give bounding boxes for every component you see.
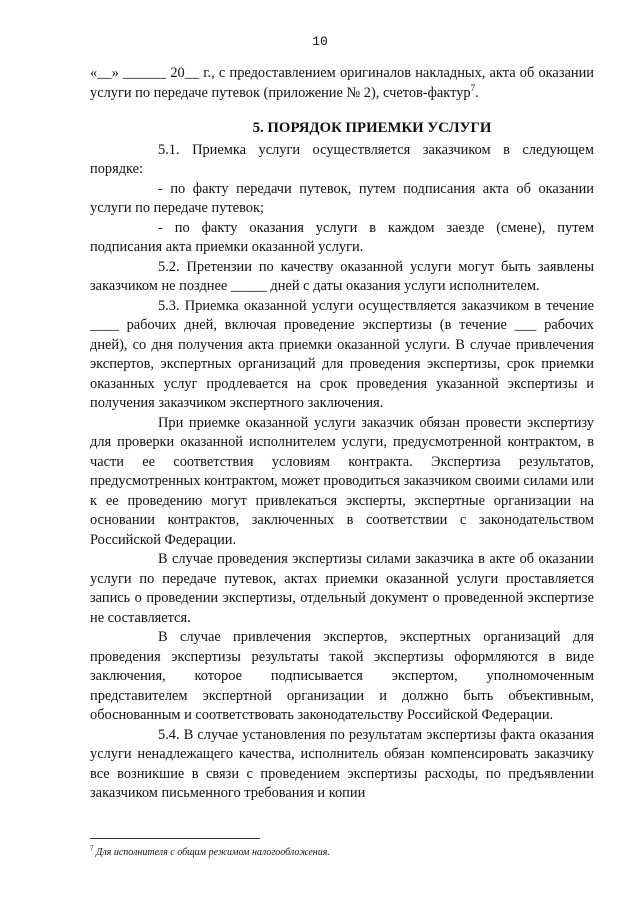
footnote [90,846,594,859]
clause-5-1-item-a: - по факту передачи путевок, путем подписания акта об оказании услуги по передаче путевок; [90,180,594,216]
footnote-area [90,838,594,859]
footnote-divider [90,838,260,839]
clause-5-2: 5.2. Претензии по качеству оказанной услуги могут быть заявлены заказчиком не позднее _____ дней с даты оказания услуги исполнителем. [90,258,594,294]
footnote-reference: 7 [470,82,476,93]
footnote-mark: 7 [90,844,94,853]
clause-5-3: 5.3. Приемка оказанной услуги осуществляется заказчиком в течение ____ рабочих дней, включая проведение экспертизы (в течение ___ рабочих дней), со дня получения акта приемки оказанной услуги. В случае привлечения экспертов, экспертных организаций для проведения экспертизы, срок приемки оказанных услуг продлевается на срок проведения указанной экспертизы и получения заказчиком экспертного заключения. [90,297,594,411]
own-forces-paragraph: В случае проведения экспертизы силами заказчика в акте об оказании услуги по передаче путевок, актах приемки оказанной услуги проставляется запись о проведении экспертизы, отдельный документ о проведенной экспертизе не составляется. [90,551,594,626]
footnote-text: Для исполнителя с общим режимом налогообложения. [93,847,330,858]
clause-5-4: 5.4. В случае установления по результатам экспертизы факта оказания услуги ненадлежащего качества, исполнитель обязан компенсировать заказчику все возникшие в связи с проведением экспертизы расходы, по предъявлении заказчиком письменного требования и копии [90,726,594,801]
clause-5-1: 5.1. Приемка услуги осуществляется заказчиком в следующем порядке: [90,141,594,177]
expertise-paragraph: При приемке оказанной услуги заказчик обязан провести экспертизу для проверки оказанной исполнителем услуги, предусмотренной контрактом, в части ее соответствия условиям контракта. Экспертиза результатов, предусмотренных контрактом, может проводиться заказчиком своими силами или к ее проведению могут привлекаться эксперты, экспертные организации на основании контрактов, заключенных в соответствии с законодательством Российской Федерации. [90,414,594,548]
intro-text: «__» ______ 20__ г., с предоставлением оригиналов накладных, акта об оказании услуги по передаче путевок (приложение № 2), счетов-фактур [90,65,594,101]
page-number: 10 [312,34,328,49]
intro-paragraph [90,64,594,103]
section-title: 5. ПОРЯДОК ПРИЕМКИ УСЛУГИ [252,120,492,136]
experts-paragraph: В случае привлечения экспертов, экспертных организаций для проведения экспертизы результаты такой экспертизы оформляются в виде заключения, которое подписывается экспертом, уполномоченным представителем экспертной организации и должно быть объективным, обоснованным и соответствовать законодательству Российской Федерации. [90,629,594,723]
document-body [90,64,594,804]
intro-end: . [475,84,479,101]
clause-5-1-item-b: - по факту оказания услуги в каждом заезде (смене), путем подписания акта приемки оказанной услуги. [90,219,594,255]
